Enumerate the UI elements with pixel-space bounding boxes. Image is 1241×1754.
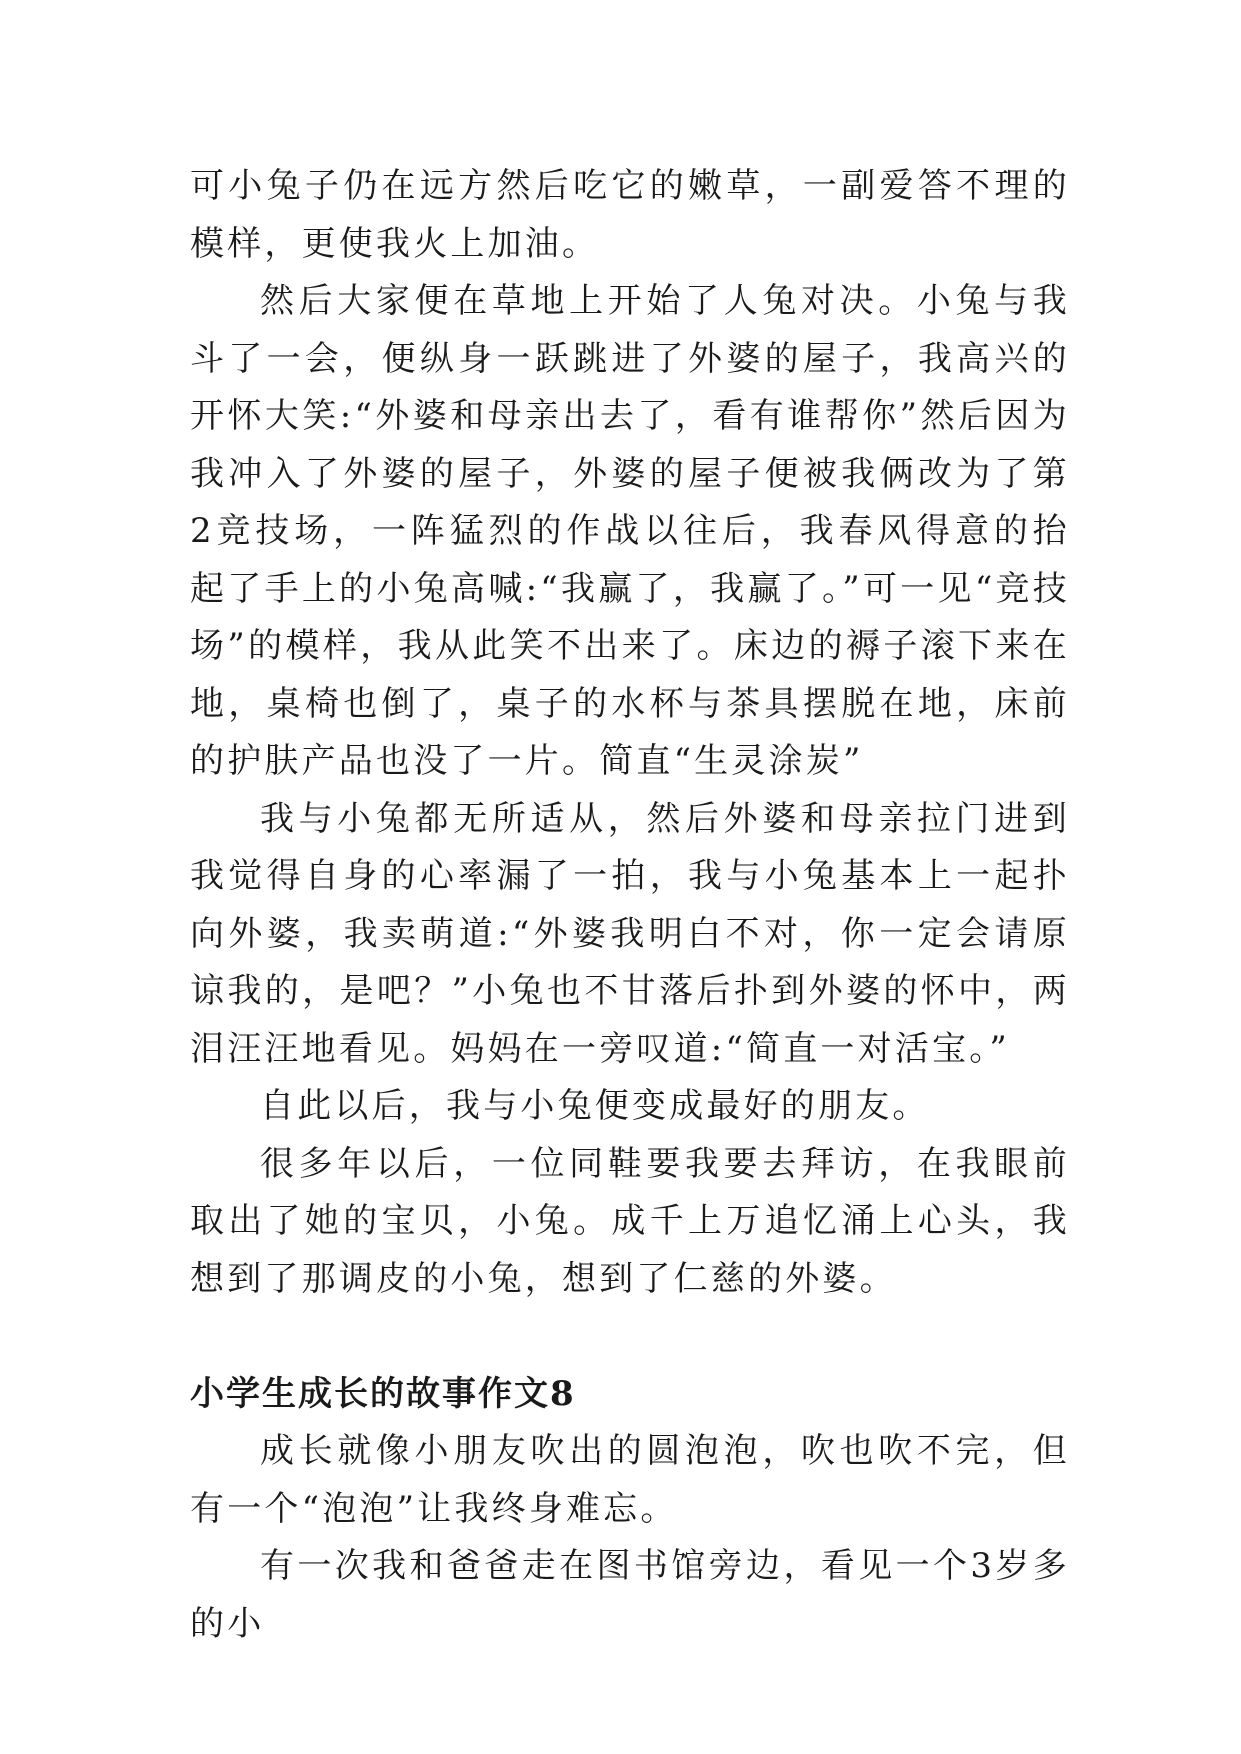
section-title: 小学生成长的故事作文8 (190, 1373, 576, 1414)
paragraph-2: 然后大家便在草地上开始了人兔对决。小兔与我斗了一会，便纵身一跃跳进了外婆的屋子，我高兴的开怀大笑:“外婆和母亲出去了，看有谁帮你”然后因为我冲入了外婆的屋子，外婆的屋子便被我俩改为了第2竞技场，一阵猛烈的作战以往后，我春风得意的抬起了手上的小兔高喊:“我赢了，我赢了。”可一见“竞技场”的模样，我从此笑不出来了。床边的褥子滚下来在地，桌椅也倒了，桌子的水杯与茶具摆脱在地，床前的护肤产品也没了一片。简直“生灵涂炭” (190, 281, 1070, 781)
paragraph-3: 我与小兔都无所适从，然后外婆和母亲拉门进到我觉得自身的心率漏了一拍，我与小兔基本上一起扑向外婆，我卖萌道:“外婆我明白不对，你一定会请原谅我的，是吧？”小兔也不甘落后扑到外婆的怀中，两泪汪汪地看见。妈妈在一旁叹道:“简直一对活宝。” (190, 798, 1070, 1069)
document-body (190, 158, 1070, 1653)
section-spacer (190, 1308, 1070, 1366)
paragraph-6: 成长就像小朋友吹出的圆泡泡，吹也吹不完，但有一个“泡泡”让我终身难忘。 (190, 1431, 1070, 1529)
paragraph-5: 很多年以后，一位同鞋要我要去拜访，在我眼前取出了她的宝贝，小兔。成千上万追忆涌上心头，我想到了那调皮的小兔，想到了仁慈的外婆。 (190, 1143, 1070, 1299)
paragraph-4: 自此以后，我与小兔便变成最好的朋友。 (260, 1086, 930, 1126)
paragraph-7: 有一次我和爸爸走在图书馆旁边，看见一个3岁多的小 (190, 1546, 1070, 1644)
paragraph-1: 可小兔子仍在远方然后吃它的嫩草，一副爱答不理的模样，更使我火上加油。 (190, 166, 1070, 264)
